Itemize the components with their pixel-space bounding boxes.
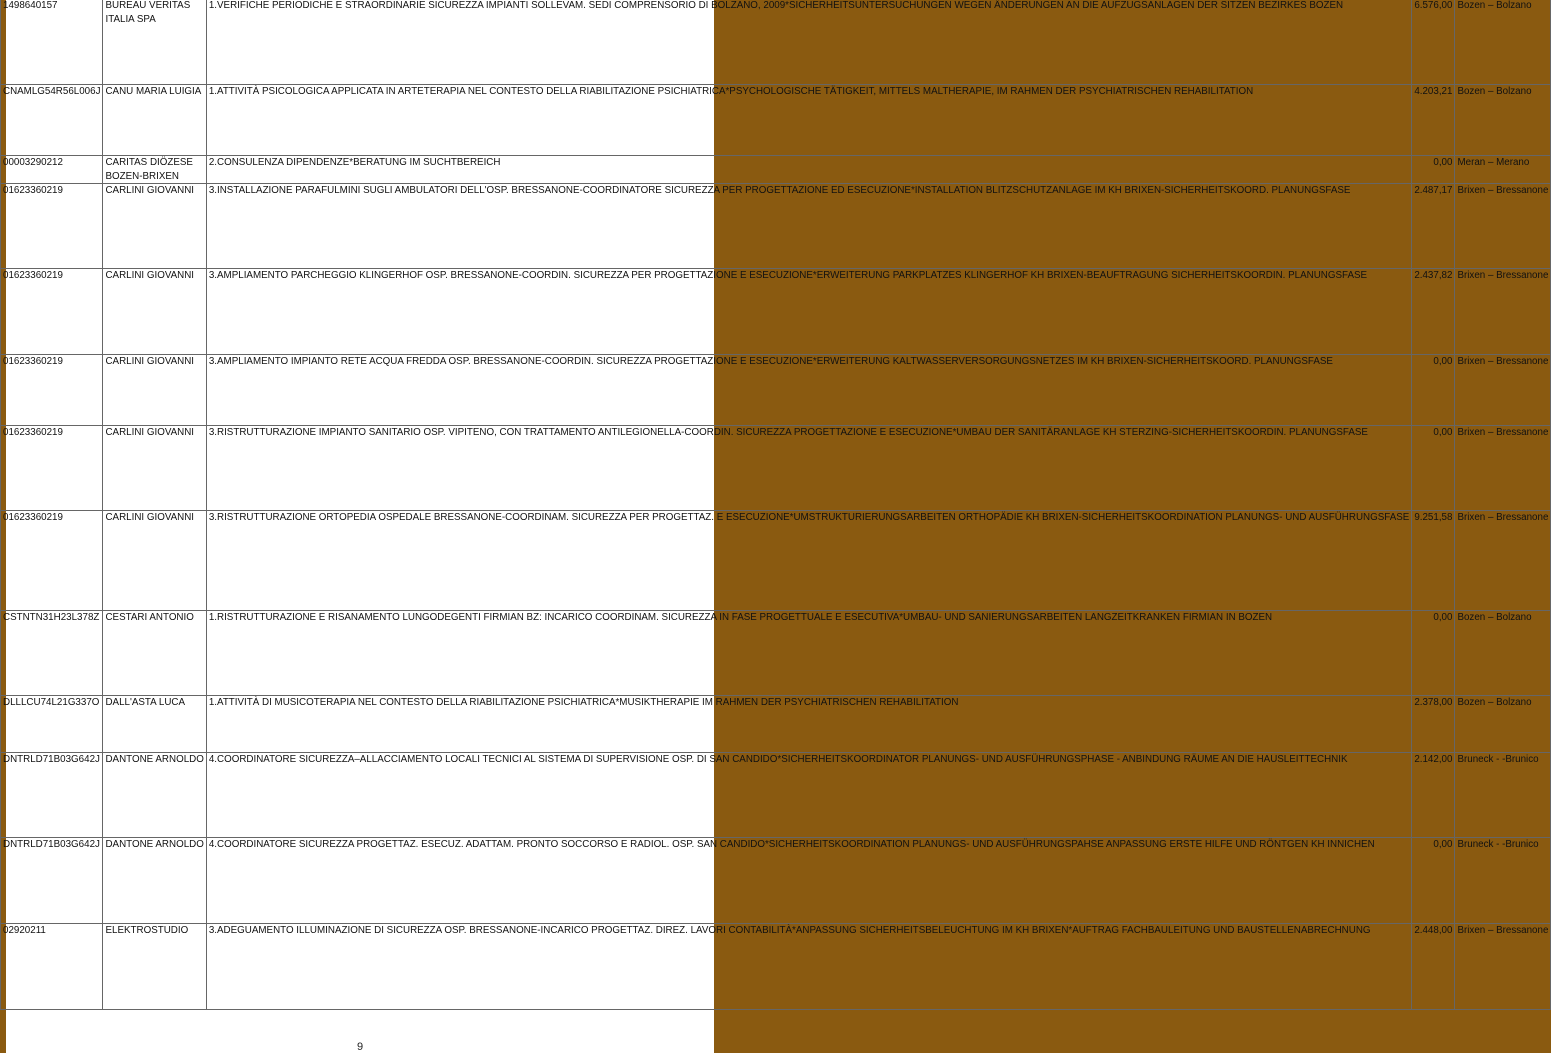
table-row <box>1 184 1551 269</box>
district: Bozen – Bolzano <box>1455 0 1551 85</box>
table-row <box>1 355 1551 426</box>
fiscal-code: 02920211 <box>1 924 103 1010</box>
service-description: 3.ADEGUAMENTO ILLUMINAZIONE DI SICUREZZA OSP. BRESSANONE-INCARICO PROGETTAZ. DIREZ. LAVORI CONTABILITÀ*ANPASSUNG SICHERHEITSBELEUCHTUNG IM KH BRIXEN*AUFTRAG FACHBAULEITUNG UND BAUSTELLENABRECHNUNG <box>206 924 1411 1010</box>
contractor-name: CARITAS DIÖZESE BOZEN-BRIXEN <box>103 156 206 184</box>
service-description: 3.AMPLIAMENTO IMPIANTO RETE ACQUA FREDDA OSP. BRESSANONE-COORDIN. SICUREZZA PROGETTAZIONE E ESECUZIONE*ERWEITERUNG KALTWASSERVERSORGUNGSNETZES IM KH BRIXEN-SICHERHEITSKOORD. PLANUNGSFASE <box>206 355 1411 426</box>
contractor-name: DANTONE ARNOLDO <box>103 753 206 838</box>
contractor-name: DANTONE ARNOLDO <box>103 838 206 924</box>
table-row <box>1 511 1551 611</box>
service-description: 3.RISTRUTTURAZIONE ORTOPEDIA OSPEDALE BRESSANONE-COORDINAM. SICUREZZA PER PROGETTAZ. E ESECUZIONE*UMSTRUKTURIERUNGSARBEITEN ORTHOPÄDIE KH BRIXEN-SICHERHEITSKOORDINATION PLANUNGS- UND AUSFÜHRUNGSFASE <box>206 511 1411 611</box>
contractor-name: DALL'ASTA LUCA <box>103 696 206 753</box>
document-page <box>3 0 1549 1053</box>
fiscal-code: CNAMLG54R56L006J <box>1 85 103 156</box>
service-description: 1.VERIFICHE PERIODICHE E STRAORDINARIE SICUREZZA IMPIANTI SOLLEVAM. SEDI COMPRENSORIO DI BOLZANO, 2009*SICHERHEITSUNTERSUCHUNGEN WEGEN ÄNDERUNGEN AN DIE AUFZUGSANLAGEN DER SITZEN BEZIRKES BOZEN <box>206 0 1411 85</box>
district: Bozen – Bolzano <box>1455 696 1551 753</box>
district: Bruneck - -Brunico <box>1455 838 1551 924</box>
contractor-name: CARLINI GIOVANNI <box>103 426 206 511</box>
amount: 0,00 <box>1412 426 1455 511</box>
district: Bruneck - -Brunico <box>1455 753 1551 838</box>
contractor-name: CESTARI ANTONIO <box>103 611 206 696</box>
contractor-name: CARLINI GIOVANNI <box>103 511 206 611</box>
service-description: 4.COORDINATORE SICUREZZA PROGETTAZ. ESECUZ. ADATTAM. PRONTO SOCCORSO E RADIOL. OSP. SAN CANDIDO*SICHERHEITSKOORDINATION PLANUNGS- UND AUSFÜHRUNGSPAHSE ANPASSUNG ERSTE HILFE UND RÖNTGEN KH INNICHEN <box>206 838 1411 924</box>
amount: 6.576,00 <box>1412 0 1455 85</box>
fiscal-code: 01623360219 <box>1 184 103 269</box>
contractor-name: ELEKTROSTUDIO <box>103 924 206 1010</box>
service-description: 1.ATTIVITÀ PSICOLOGICA APPLICATA IN ARTETERAPIA NEL CONTESTO DELLA RIABILITAZIONE PSICHIATRICA*PSYCHOLOGISCHE TÄTIGKEIT, MITTELS MALTHERAPIE, IM RAHMEN DER PSYCHIATRISCHEN REHABILITATION <box>206 85 1411 156</box>
table-row <box>1 924 1551 1010</box>
fiscal-code: 01623360219 <box>1 426 103 511</box>
contractor-name: CARLINI GIOVANNI <box>103 184 206 269</box>
amount: 0,00 <box>1412 355 1455 426</box>
service-description: 4.COORDINATORE SICUREZZA–ALLACCIAMENTO LOCALI TECNICI AL SISTEMA DI SUPERVISIONE OSP. DI SAN CANDIDO*SICHERHEITSKOORDINATOR PLANUNGS- UND AUSFÜHRUNGSPHASE - ANBINDUNG RÄUME AN DIE HAUSLEITTECHNIK <box>206 753 1411 838</box>
district: Brixen – Bressanone <box>1455 184 1551 269</box>
service-description: 3.AMPLIAMENTO PARCHEGGIO KLINGERHOF OSP. BRESSANONE-COORDIN. SICUREZZA PER PROGETTAZIONE E ESECUZIONE*ERWEITERUNG PARKPLATZES KLINGERHOF KH BRIXEN-BEAUFTRAGUNG SICHERHEITSKOORDIN. PLANUNGSFASE <box>206 269 1411 355</box>
district: Brixen – Bressanone <box>1455 511 1551 611</box>
table-row <box>1 426 1551 511</box>
contractor-name: BUREAU VERITAS ITALIA SPA <box>103 0 206 85</box>
service-description: 1.ATTIVITÀ DI MUSICOTERAPIA NEL CONTESTO DELLA RIABILITAZIONE PSICHIATRICA*MUSIKTHERAPIE IM RAHMEN DER PSYCHIATRISCHEN REHABILITATION <box>206 696 1411 753</box>
fiscal-code: 01623360219 <box>1 355 103 426</box>
table-row <box>1 0 1551 85</box>
table-row <box>1 696 1551 753</box>
amount: 2.378,00 <box>1412 696 1455 753</box>
amount: 0,00 <box>1412 611 1455 696</box>
district: Brixen – Bressanone <box>1455 426 1551 511</box>
district: Brixen – Bressanone <box>1455 355 1551 426</box>
table-row <box>1 611 1551 696</box>
contractor-name: CANU MARIA LUIGIA <box>103 85 206 156</box>
fiscal-code: 1498640157 <box>1 0 103 85</box>
fiscal-code: DNTRLD71B03G642J <box>1 753 103 838</box>
amount: 9.251,58 <box>1412 511 1455 611</box>
contractor-name: CARLINI GIOVANNI <box>103 355 206 426</box>
amount: 0,00 <box>1412 156 1455 184</box>
amount: 2.487,17 <box>1412 184 1455 269</box>
fiscal-code: DNTRLD71B03G642J <box>1 838 103 924</box>
table-row <box>1 269 1551 355</box>
contractor-name: CARLINI GIOVANNI <box>103 269 206 355</box>
page-number: 9 <box>357 1041 364 1053</box>
district: Bozen – Bolzano <box>1455 85 1551 156</box>
fiscal-code: 00003290212 <box>1 156 103 184</box>
district: Brixen – Bressanone <box>1455 269 1551 355</box>
fiscal-code: CSTNTN31H23L378Z <box>1 611 103 696</box>
table-row <box>1 753 1551 838</box>
fiscal-code: DLLLCU74L21G337O <box>1 696 103 753</box>
district: Bozen – Bolzano <box>1455 611 1551 696</box>
service-description: 2.CONSULENZA DIPENDENZE*BERATUNG IM SUCHTBEREICH <box>206 156 1411 184</box>
service-description: 1.RISTRUTTURAZIONE E RISANAMENTO LUNGODEGENTI FIRMIAN BZ: INCARICO COORDINAM. SICUREZZA IN FASE PROGETTUALE E ESECUTIVA*UMBAU- UND SANIERUNGSARBEITEN LANGZEITKRANKEN FIRMIAN IN BOZEN <box>206 611 1411 696</box>
service-description: 3.RISTRUTTURAZIONE IMPIANTO SANITARIO OSP. VIPITENO, CON TRATTAMENTO ANTILEGIONELLA-COORDIN. SICUREZZA PROGETTAZIONE E ESECUZIONE*UMBAU DER SANITÄRANLAGE KH STERZING-SICHERHEITSKOORDIN. PLANUNGSFASE <box>206 426 1411 511</box>
district: Brixen – Bressanone <box>1455 924 1551 1010</box>
amount: 4.203,21 <box>1412 85 1455 156</box>
amount: 2.437,82 <box>1412 269 1455 355</box>
table-row <box>1 85 1551 156</box>
amount: 2.142,00 <box>1412 753 1455 838</box>
fiscal-code: 01623360219 <box>1 511 103 611</box>
fiscal-code: 01623360219 <box>1 269 103 355</box>
table-row <box>1 156 1551 184</box>
amount: 0,00 <box>1412 838 1455 924</box>
table-row <box>1 838 1551 924</box>
service-description: 3.INSTALLAZIONE PARAFULMINI SUGLI AMBULATORI DELL'OSP. BRESSANONE-COORDINATORE SICUREZZA PER PROGETTAZIONE ED ESECUZIONE*INSTALLATION BLITZSCHUTZANLAGE IM KH BRIXEN-SICHERHEITSKOORD. PLANUNGSFASE <box>206 184 1411 269</box>
district: Meran – Merano <box>1455 156 1551 184</box>
amount: 2.448,00 <box>1412 924 1455 1010</box>
